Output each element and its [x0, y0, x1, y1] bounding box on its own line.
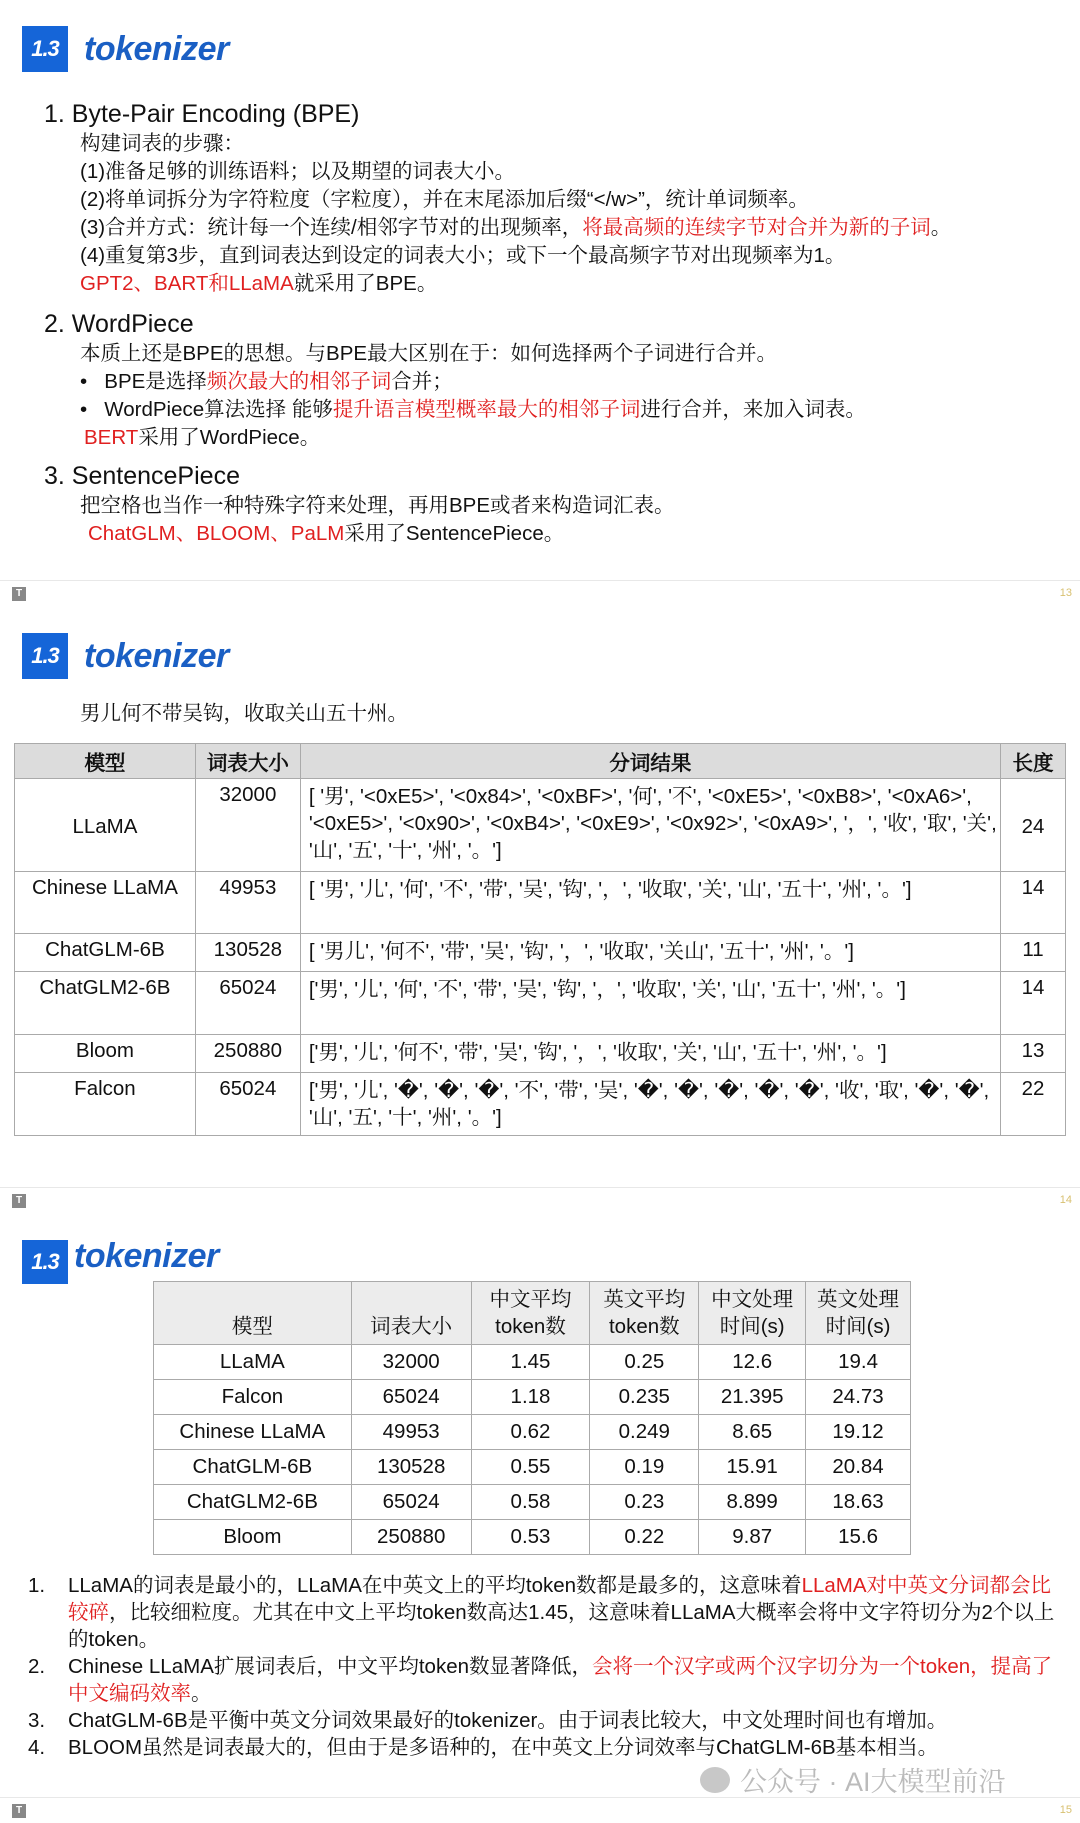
text: (1)准备足够的训练语料；以及期望的词表大小。 [80, 160, 516, 183]
table-cell: 15.6 [806, 1520, 911, 1555]
length-cell: 13 [1001, 1035, 1066, 1073]
model-cell: ChatGLM-6B [15, 934, 196, 972]
table-cell: 8.65 [699, 1415, 806, 1450]
highlight: BERT [84, 426, 139, 449]
model-cell: Chinese LLaMA [15, 872, 196, 934]
slide-title: tokenizer [84, 636, 229, 675]
table-cell: 20.84 [806, 1450, 911, 1485]
text: (3)合并方式：统计每一个连续/相邻字节对的出现频率， [80, 216, 583, 239]
page-number: 13 [1059, 587, 1072, 599]
result-cell: ['男', '儿', '�', '�', '�', '不', '带', '吴', '�', '�', '�', '�', '�', '收', '取', '�', '�', '山', '五', '十', '州', '。'] [300, 1073, 1000, 1136]
table-cell: 8.899 [699, 1485, 806, 1520]
table-cell: 0.25 [590, 1345, 699, 1380]
col-header-line: 模型 [231, 1315, 273, 1338]
heading-bpe: 1. Byte-Pair Encoding (BPE) [44, 100, 360, 128]
table-row [154, 1415, 911, 1450]
col-header: 模型 [15, 744, 196, 779]
highlight: ChatGLM、BLOOM、PaLM [88, 522, 345, 545]
note-number: 4. [28, 1736, 46, 1759]
table-cell: 130528 [351, 1450, 471, 1485]
footer-logo-icon: T [12, 587, 26, 601]
length-cell: 22 [1001, 1073, 1066, 1136]
watermark [700, 1760, 1006, 1799]
slide-title: tokenizer [84, 29, 229, 68]
col-header: 词表大小 [195, 744, 300, 779]
length-cell: 11 [1001, 934, 1066, 972]
model-cell: Falcon [15, 1073, 196, 1136]
text: BPE是选择 [104, 370, 207, 393]
table-row [154, 1345, 911, 1380]
section-logo [22, 1236, 219, 1284]
result-cell: [ '男', '儿', '何', '不', '带', '吴', '钩', '，', '收取', '关', '山', '五十', '州', '。'] [300, 872, 1000, 934]
table-cell: 0.19 [590, 1450, 699, 1485]
table-cell: Bloom [154, 1520, 352, 1555]
text: Chinese LLaMA扩展词表后，中文平均token数显著降低， [68, 1655, 593, 1678]
table-cell: ChatGLM-6B [154, 1450, 352, 1485]
text: LLaMA的词表是最小的，LLaMA在中英文上的平均token数都是最多的，这意味着 [68, 1574, 802, 1597]
col-header [699, 1282, 806, 1345]
section-badge: 1.3 [22, 633, 68, 679]
col-header-line: 中文平均 [489, 1288, 572, 1311]
watermark-text: 公众号 · AI大模型前沿 [740, 1767, 1006, 1797]
footer-logo-icon: T [12, 1804, 26, 1818]
table-cell: 24.73 [806, 1380, 911, 1415]
length-cell: 14 [1001, 872, 1066, 934]
bullet: • WordPiece算法选择 能够提升语言模型概率最大的相邻子词进行合并，来加入词表。 [80, 398, 866, 421]
table-cell: 0.55 [471, 1450, 590, 1485]
section-logo [22, 26, 229, 72]
note-number: 3. [28, 1709, 46, 1732]
table-cell: 0.23 [590, 1485, 699, 1520]
table-row [15, 779, 1066, 872]
col-header: 分词结果 [300, 744, 1000, 779]
col-header-line: 英文平均 [603, 1288, 686, 1311]
footer-logo-icon: T [12, 1194, 26, 1208]
table-cell: 0.249 [590, 1415, 699, 1450]
note-item [28, 1707, 1068, 1734]
table-cell: 0.62 [471, 1415, 590, 1450]
text: 把空格也当作一种特殊字符来处理，再用BPE或者来构造词汇表。 [80, 494, 675, 517]
col-header-line: 中文处理 [711, 1288, 794, 1311]
text [88, 520, 564, 548]
table-row [154, 1520, 911, 1555]
table-row [15, 1073, 1066, 1136]
text: 。 [930, 216, 952, 239]
table-cell: 0.58 [471, 1485, 590, 1520]
table-cell: LLaMA [154, 1345, 352, 1380]
note-text [68, 1572, 1068, 1653]
page-number: 15 [1059, 1804, 1072, 1816]
col-header [806, 1282, 911, 1345]
col-header-line: 词表大小 [370, 1315, 453, 1338]
table-cell: 65024 [351, 1380, 471, 1415]
text: ，比较细粒度。尤其在中文上平均token数高达1.45，这意味着LLaMA大概率会将中文字符切分为2个以上的token。 [68, 1601, 1055, 1651]
col-header-line: 英文处理 [817, 1288, 900, 1311]
table-cell: 1.18 [471, 1380, 590, 1415]
text: BLOOM虽然是词表最大的，但由于是多语种的，在中英文上分词效率与ChatGLM-6B基本相当。 [68, 1736, 939, 1759]
text: ChatGLM-6B是平衡中英文分词效果最好的tokenizer。由于词表比较大，中文处理时间也有增加。 [68, 1709, 948, 1732]
vocab-cell: 65024 [195, 972, 300, 1035]
table-cell: 12.6 [699, 1345, 806, 1380]
table-row [15, 972, 1066, 1035]
length-cell: 24 [1001, 779, 1066, 872]
highlight: 频次最大的相邻子词 [206, 370, 392, 393]
note-item [28, 1734, 1068, 1761]
result-cell: [ '男', '<0xE5>', '<0x84>', '<0xBF>', '何', '不', '<0xE5>', '<0xB8>', '<0xA6>', '<0xE5>', '<0x90>', '<0xB4>', '<0xE9>', '<0x92>', '<0xA9>', '，', '收', '取', '关', '山', '五', '十', '州', '。'] [300, 779, 1000, 872]
table-row [154, 1485, 911, 1520]
col-header [590, 1282, 699, 1345]
table-row [15, 934, 1066, 972]
heading-wordpiece: 2. WordPiece [44, 310, 194, 338]
col-header [351, 1282, 471, 1345]
vocab-cell: 32000 [195, 779, 300, 872]
vocab-cell: 65024 [195, 1073, 300, 1136]
table-row [154, 1380, 911, 1415]
table-cell: 32000 [351, 1345, 471, 1380]
text: (4)重复第3步，直到词表达到设定的词表大小；或下一个最高频字节对出现频率为1。 [80, 244, 846, 267]
col-header-line: token数 [495, 1315, 566, 1338]
note-number: 1. [28, 1574, 46, 1597]
wechat-icon [700, 1767, 730, 1793]
text: 。 [191, 1682, 212, 1705]
slide-footer [0, 580, 1080, 606]
table-cell: 19.4 [806, 1345, 911, 1380]
vocab-cell: 130528 [195, 934, 300, 972]
highlight: 会将一个汉字或两个汉字切分为一个token，提高了中文编码效率 [68, 1655, 1053, 1705]
col-header-line: token数 [608, 1315, 680, 1338]
note-text [68, 1734, 938, 1761]
note-item [28, 1653, 1068, 1707]
note-text [68, 1653, 1068, 1707]
text: 构建词表的步骤： [80, 132, 244, 155]
table-cell: 1.45 [471, 1345, 590, 1380]
text: 采用了WordPiece。 [138, 426, 321, 449]
col-header-line: 时间(s) [825, 1315, 891, 1338]
section-badge: 1.3 [22, 26, 68, 72]
vocab-cell: 49953 [195, 872, 300, 934]
slide-footer [0, 1797, 1080, 1823]
text [80, 270, 437, 298]
vocab-cell: 250880 [195, 1035, 300, 1073]
text: (2)将单词拆分为字符粒度（字粒度），并在末尾添加后缀“</w>”，统计单词频率。 [80, 188, 809, 211]
text [84, 424, 320, 452]
comparison-table [153, 1281, 911, 1555]
table-cell: 21.395 [699, 1380, 806, 1415]
table-row [15, 872, 1066, 934]
highlight: GPT2、BART和LLaMA [80, 272, 294, 295]
result-cell: ['男', '儿', '何', '不', '带', '吴', '钩', '，', '收取', '关', '山', '五十', '州', '。'] [300, 972, 1000, 1035]
length-cell: 14 [1001, 972, 1066, 1035]
result-cell: ['男', '儿', '何不', '带', '吴', '钩', '，', '收取', '关', '山', '五十', '州', '。'] [300, 1035, 1000, 1073]
table-cell: 250880 [351, 1520, 471, 1555]
text: 本质上还是BPE的思想。与BPE最大区别在于：如何选择两个子词进行合并。 [80, 342, 778, 365]
table-cell: ChatGLM2-6B [154, 1485, 352, 1520]
tokenization-table [14, 743, 1066, 1136]
highlight: 将最高频的连续字节对合并为新的子词 [582, 216, 931, 239]
table-cell: 18.63 [806, 1485, 911, 1520]
text [80, 214, 951, 242]
col-header-line: 时间(s) [719, 1315, 785, 1338]
text: WordPiece算法选择 能够 [104, 398, 333, 421]
section-logo [22, 633, 229, 679]
text: 就采用了BPE。 [293, 272, 438, 295]
table-cell: Falcon [154, 1380, 352, 1415]
note-number: 2. [28, 1655, 46, 1678]
table-cell: 49953 [351, 1415, 471, 1450]
table-cell: 9.87 [699, 1520, 806, 1555]
note-text [68, 1707, 947, 1734]
heading-sentencepiece: 3. SentencePiece [44, 462, 240, 490]
section-badge: 1.3 [22, 1240, 68, 1284]
result-cell: [ '男儿', '何不', '带', '吴', '钩', '，', '收取', '关山', '五十', '州', '。'] [300, 934, 1000, 972]
table-row [154, 1450, 911, 1485]
model-cell: Bloom [15, 1035, 196, 1073]
text: 进行合并，来加入词表。 [640, 398, 866, 421]
table-cell: 65024 [351, 1485, 471, 1520]
table-cell: 0.53 [471, 1520, 590, 1555]
table-cell: 19.12 [806, 1415, 911, 1450]
table-cell: 0.22 [590, 1520, 699, 1555]
slide-footer [0, 1187, 1080, 1213]
table-cell: Chinese LLaMA [154, 1415, 352, 1450]
model-cell: LLaMA [15, 779, 196, 872]
highlight: 提升语言模型概率最大的相邻子词 [332, 398, 641, 421]
table-cell: 0.235 [590, 1380, 699, 1415]
bullet: • BPE是选择频次最大的相邻子词合并； [80, 370, 453, 393]
col-header: 长度 [1001, 744, 1066, 779]
col-header [154, 1282, 352, 1345]
page-number: 14 [1059, 1194, 1072, 1206]
col-header [471, 1282, 590, 1345]
model-cell: ChatGLM2-6B [15, 972, 196, 1035]
slide-title: tokenizer [74, 1236, 219, 1275]
table-cell: 15.91 [699, 1450, 806, 1485]
example-sentence: 男儿何不带吴钩，收取关山五十州。 [80, 702, 408, 725]
table-row [15, 1035, 1066, 1073]
note-item [28, 1572, 1068, 1653]
text: 采用了SentencePiece。 [344, 522, 565, 545]
text: 合并； [391, 370, 453, 393]
highlight: LLaMA对中英文分词都会比较碎 [68, 1574, 1052, 1624]
